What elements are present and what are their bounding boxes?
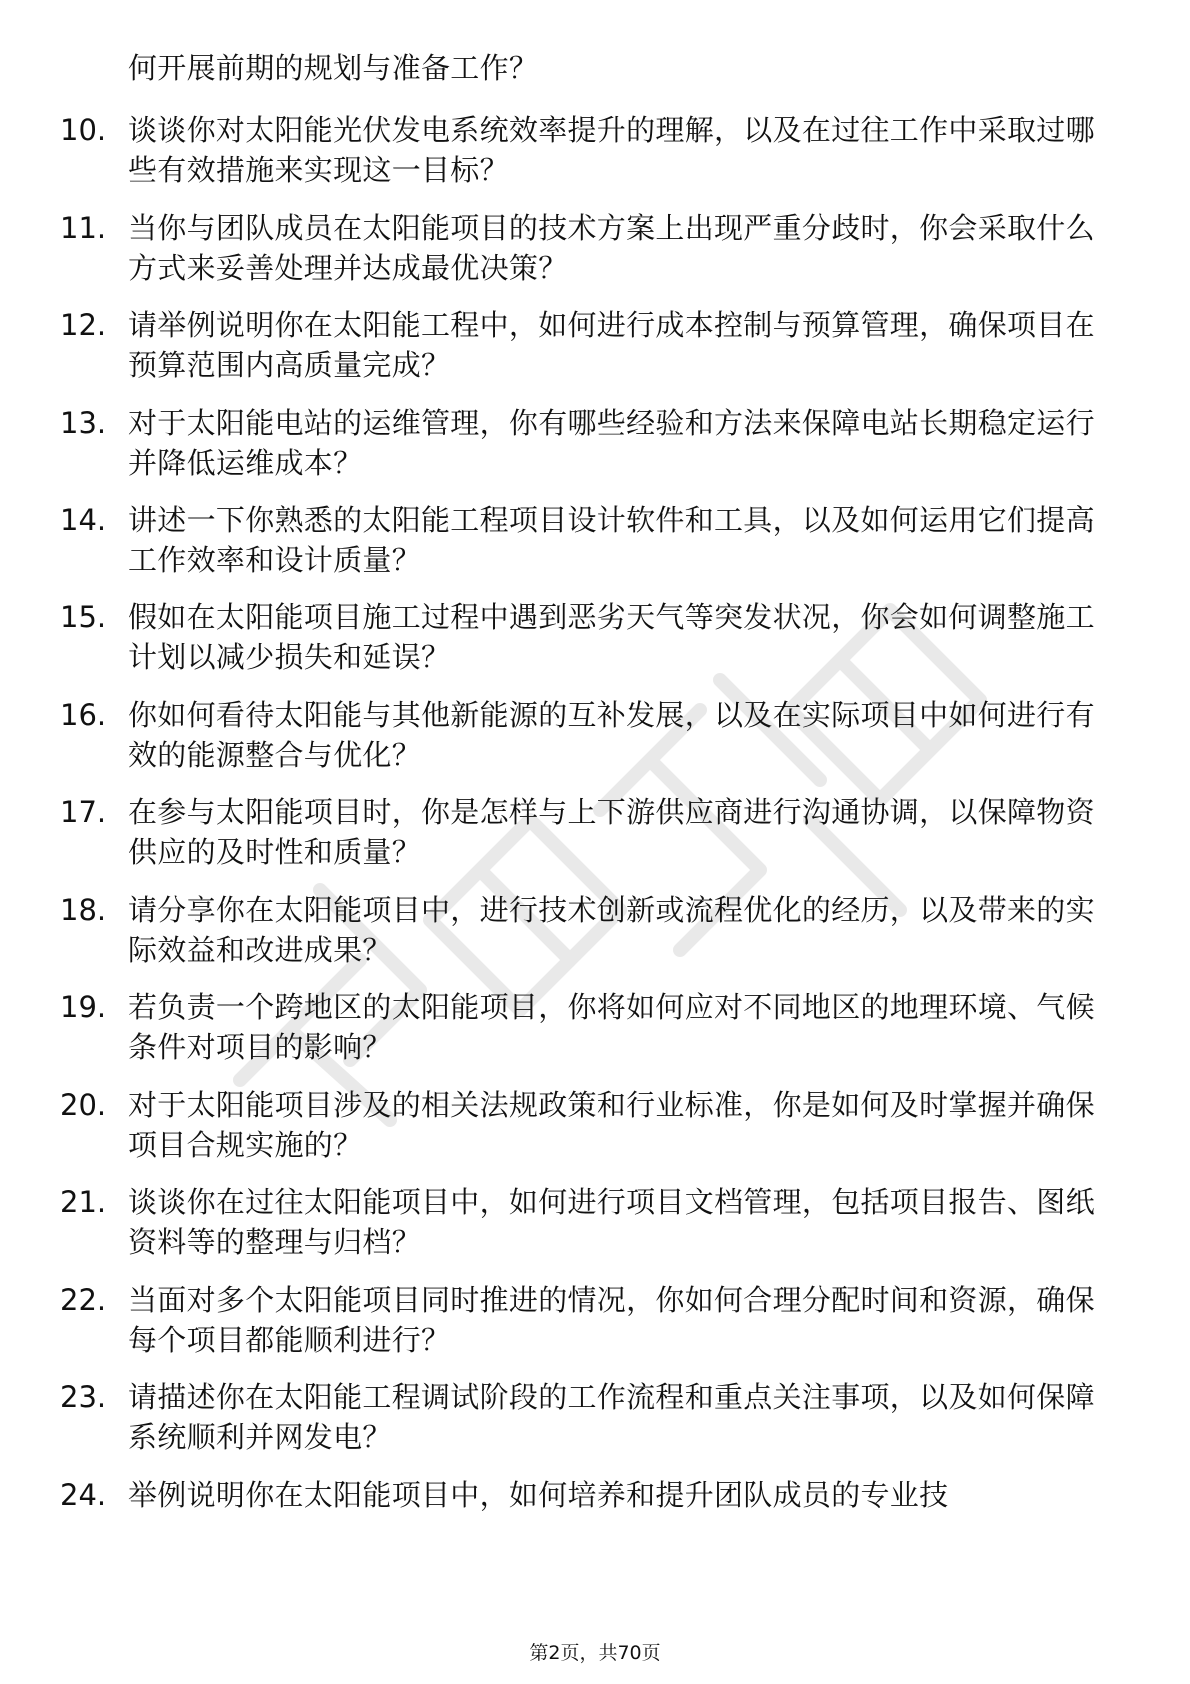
question-text: 请分享你在太阳能项目中，进行技术创新或流程优化的经历，以及带来的实际效益和改进成果？ [128,893,1095,967]
page-footer: 第2页，共70页 [529,1642,661,1664]
question-item [0,1377,1190,1461]
question-number: 22. [60,1283,107,1317]
question-text: 请举例说明你在太阳能工程中，如何进行成本控制与预算管理，确保项目在预算范围内高质量完成？ [128,308,1095,382]
question-text: 讲述一下你熟悉的太阳能工程项目设计软件和工具，以及如何运用它们提高工作效率和设计质量？ [128,503,1095,577]
question-number: 20. [60,1088,107,1122]
question-item [0,1182,1190,1266]
question-item [0,305,1190,389]
question-item [0,208,1190,292]
question-number: 21. [60,1185,107,1219]
question-item [0,1475,1190,1559]
question-text: 何开展前期的规划与准备工作？ [128,51,539,85]
question-number: 12. [60,308,107,342]
question-number: 11. [60,211,107,245]
question-item [0,110,1190,194]
question-text: 举例说明你在太阳能项目中，如何培养和提升团队成员的专业技 [128,1478,949,1512]
question-number: 14. [60,503,107,537]
question-number: 15. [60,600,107,634]
question-item [0,987,1190,1071]
question-number: 10. [60,113,107,147]
question-text: 若负责一个跨地区的太阳能项目，你将如何应对不同地区的地理环境、气候条件对项目的影响？ [128,990,1095,1064]
question-number: 17. [60,795,107,829]
question-number: 19. [60,990,107,1024]
question-number: 16. [60,698,107,732]
question-item [0,792,1190,876]
question-number: 13. [60,406,107,440]
question-text: 对于太阳能电站的运维管理，你有哪些经验和方法来保障电站长期稳定运行并降低运维成本？ [128,406,1095,480]
question-text: 在参与太阳能项目时，你是怎样与上下游供应商进行沟通协调，以保障物资供应的及时性和质量？ [128,795,1095,869]
question-text: 请描述你在太阳能工程调试阶段的工作流程和重点关注事项，以及如何保障系统顺利并网发电？ [128,1380,1095,1454]
question-text: 对于太阳能项目涉及的相关法规政策和行业标准，你是如何及时掌握并确保项目合规实施的？ [128,1088,1095,1162]
question-text: 谈谈你对太阳能光伏发电系统效率提升的理解，以及在过往工作中采取过哪些有效措施来实现这一目标？ [128,113,1095,187]
question-number: 24. [60,1478,107,1512]
question-item [0,890,1190,974]
question-text: 假如在太阳能项目施工过程中遇到恶劣天气等突发状况，你会如何调整施工计划以减少损失和延误？ [128,600,1095,674]
question-number: 23. [60,1380,107,1414]
question-item [0,500,1190,584]
question-item [0,597,1190,681]
question-item [0,695,1190,779]
question-item [0,403,1190,487]
question-item [0,1085,1190,1169]
question-text: 当你与团队成员在太阳能项目的技术方案上出现严重分歧时，你会采取什么方式来妥善处理并达成最优决策？ [128,211,1095,285]
question-text: 当面对多个太阳能项目同时推进的情况，你如何合理分配时间和资源，确保每个项目都能顺利进行？ [128,1283,1095,1357]
question-text: 谈谈你在过往太阳能项目中，如何进行项目文档管理，包括项目报告、图纸资料等的整理与归档？ [128,1185,1095,1259]
question-text: 你如何看待太阳能与其他新能源的互补发展，以及在实际项目中如何进行有效的能源整合与优化？ [128,698,1095,772]
question-number: 18. [60,893,107,927]
question-item [0,1280,1190,1364]
